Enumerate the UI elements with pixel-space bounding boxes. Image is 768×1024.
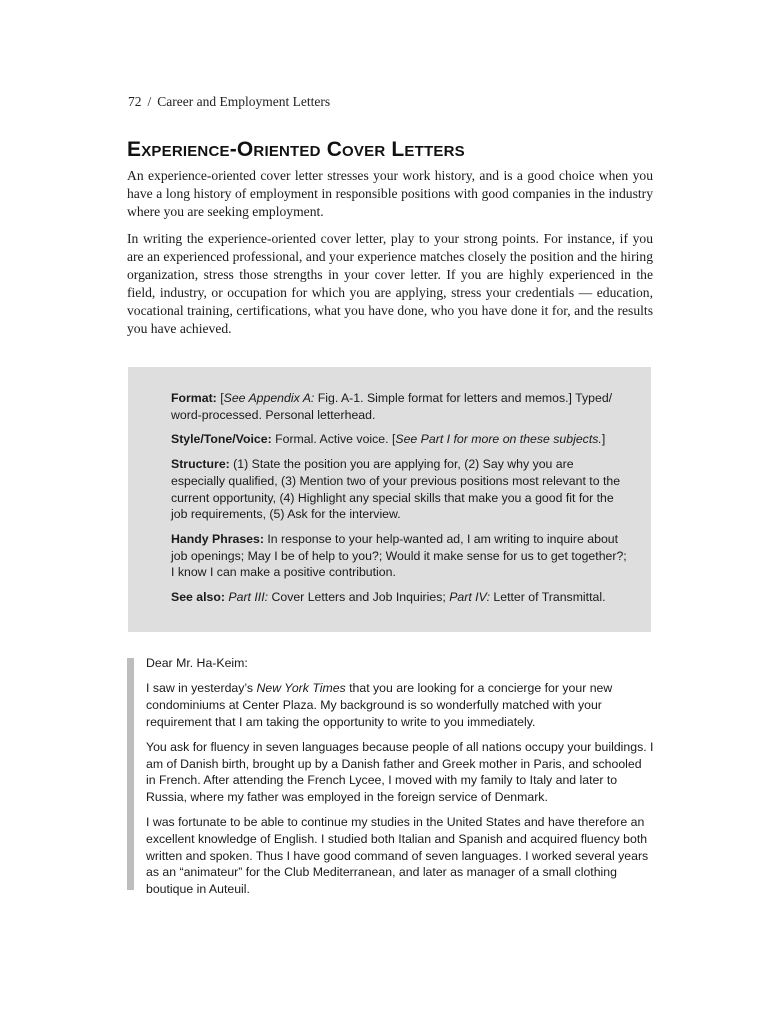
page-number: 72	[128, 94, 142, 109]
spec-style	[171, 431, 627, 448]
spec-see-also-text1: Cover Letters and Job Inquiries;	[268, 590, 446, 605]
letter-spec-box	[128, 367, 651, 632]
letter-margin-bar	[127, 658, 134, 890]
spec-phrases-label: Handy Phrases:	[171, 531, 264, 546]
running-head	[128, 94, 330, 110]
spec-style-ref: See Part I for more on these subjects.	[395, 432, 602, 447]
spec-structure-label: Structure:	[171, 457, 230, 472]
spec-handy-phrases	[171, 531, 627, 581]
letter-p1-newspaper: New York Times	[256, 681, 346, 696]
section-title: Career and Employment Letters	[157, 94, 331, 109]
spec-format-ref: See Appendix A:	[223, 391, 315, 405]
header-separator: /	[147, 94, 152, 109]
page-title: Experience-Oriented Cover Letters	[127, 138, 465, 161]
spec-see-also-ref1: Part III:	[225, 590, 269, 605]
spec-see-also	[171, 589, 627, 606]
spec-style-label: Style/Tone/Voice:	[171, 432, 272, 447]
letter-paragraph-3: I was fortunate to be able to continue my studies in the United States and have therefore an excellent knowledge of English. I studied both Italian and Spanish and acquired fluency both written and spoken. Thus I have good command of seven languages. I worked several years as an “animateur” for the Club Mediterranean, and later as manager of a small clothing boutique in Auteuil.	[146, 815, 649, 896]
spec-structure	[171, 456, 627, 523]
spec-structure-text: (1) State the position you are applying for, (2) Say why you are especially qualified, (3) Mention two of your previous positions most relevant to the current opportunity, (4) Highlight any special skills that make you a good fit for the job requirements, (5) Ask for the interview.	[171, 457, 621, 522]
spec-format-label: Format:	[171, 391, 217, 405]
spec-style-text: Formal. Active voice. [	[271, 432, 396, 447]
spec-format-open: [	[220, 391, 224, 405]
spec-format-text: Fig. A-1. Simple format for letters and memos.] Typed/ word-processed. Personal letterhead.	[171, 391, 613, 422]
spec-format	[171, 390, 627, 423]
spec-style-close: ]	[601, 432, 606, 447]
letter-p1-start: I saw in yesterday’s	[146, 681, 257, 696]
spec-phrases-text: In response to your help-wanted ad, I am writing to inquire about job openings; May I be of help to you?; Would it make sense for us to get together?; I know I can make a positive contribution.	[171, 531, 627, 580]
letter-paragraph-2: You ask for fluency in seven languages because people of all nations occupy your buildings. I am of Danish birth, brought up by a Danish father and Greek mother in Paris, and schooled in French. After attending the French Lycee, I moved with my family to Italy and later to Russia, where my father was employed in the foreign service of Denmark.	[146, 739, 654, 804]
spec-see-also-text2: Letter of Transmittal.	[489, 590, 606, 605]
intro-paragraph-2: In writing the experience-oriented cover letter, play to your strong points. For instance, if you are an experienced professional, and your experience matches closely the position and the hiring organization, stress those strengths in your cover letter. If you are highly experienced in the field, industry, or occupation for which you are applying, stress your credentials — education, vocational training, certifications, what you have done, who you have done it for, and the results you have achieved.	[127, 231, 653, 336]
letter-paragraph-1	[146, 680, 654, 730]
sample-letter	[146, 655, 654, 906]
letter-salutation: Dear Mr. Ha-Keim:	[146, 656, 248, 670]
spec-see-also-ref2: Part IV:	[445, 590, 490, 605]
spec-see-also-label: See also:	[171, 590, 225, 605]
letter-p1-end: that you are looking for a concierge for your new condominiums at Center Plaza. My background is so wonderfully matched with your requirement that I am taking the opportunity to write to you immediately.	[146, 681, 613, 729]
intro-paragraph-1: An experience-oriented cover letter stresses your work history, and is a good choice when you have a long history of employment in responsible positions with good companies in the industry where you are seeking employment.	[127, 168, 653, 219]
